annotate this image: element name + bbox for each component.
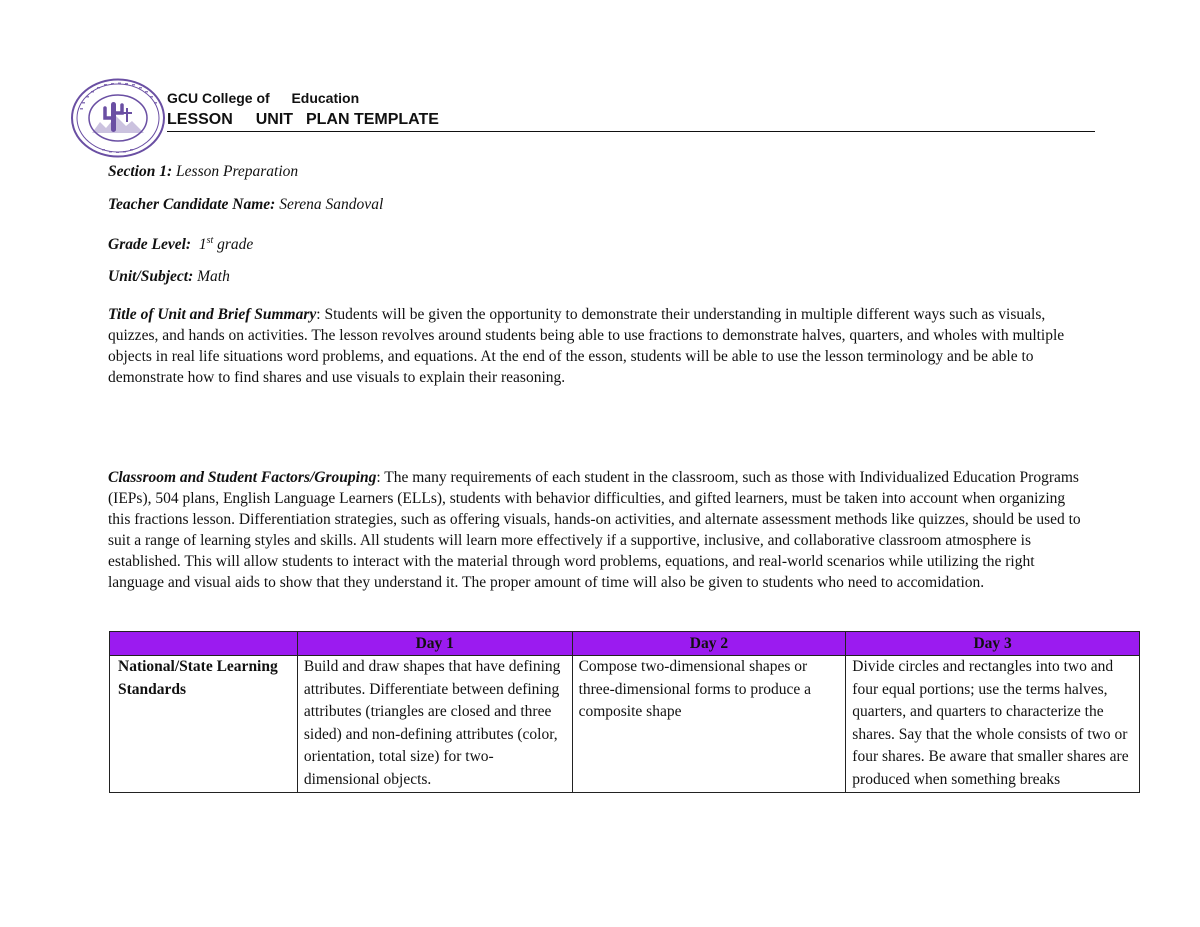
title-word-plan-template: PLAN TEMPLATE (305, 111, 439, 128)
classroom-factors-text: : The many requirements of each student in the classroom, such as those with Individualized Education Programs (IEPs), 504 plans, English Language Learners (ELLs), students with behavior difficulties, and gifted learners, must be taken into account when organizing this fractions lesson. Differentiation strategies, such as offering visuals, hands-on activities, and alternate assessment methods like quizzes, should be used to suit a range of learning styles and skills. All students will learn more effectively if a supportive, inclusive, and collaborative classroom atmosphere is established. This will allow students to interact with the material through word problems, equations, and real-world scenarios while utilizing the right language and visual aids to show that they understand it. The proper amount of time will also be given to students who need to accomidation. (108, 469, 1081, 591)
section-value: Lesson Preparation (176, 163, 299, 180)
table-header-blank (110, 632, 298, 656)
unit-summary-label: Title of Unit and Brief Summary (108, 306, 317, 323)
teacher-value: Serena Sandoval (279, 196, 384, 213)
university-seal-logo (70, 78, 166, 158)
subject-label: Unit/Subject: (108, 268, 194, 285)
table-header-day-2: Day 2 (572, 632, 846, 656)
classroom-factors-label: Classroom and Student Factors/Grouping (108, 469, 377, 486)
template-title (167, 109, 1095, 132)
table-header-day-1: Day 1 (297, 632, 572, 656)
college-name-education: Education (291, 90, 360, 106)
teacher-label: Teacher Candidate Name: (108, 196, 276, 213)
section-label: Section 1: (108, 163, 173, 180)
grade-field (108, 230, 253, 255)
section-field (108, 161, 298, 182)
lesson-plan-table (109, 631, 1140, 793)
grade-label: Grade Level: (108, 236, 192, 254)
title-word-unit: UNIT (255, 111, 294, 128)
subject-field (108, 266, 230, 287)
standards-day-1: Build and draw shapes that have defining attributes. Differentiate between defining attributes (triangles are closed and three sided) and non-defining attributes (color, orientation, total size) for two-dimensional objects. (297, 656, 572, 793)
teacher-field (108, 194, 383, 215)
table-header-row (110, 632, 1140, 656)
document-header (167, 88, 1095, 132)
standards-day-2: Compose two-dimensional shapes or three-dimensional forms to produce a composite shape (572, 656, 846, 793)
college-name: GCU College of (167, 90, 270, 106)
subject-value: Math (197, 268, 230, 285)
table-row (110, 656, 1140, 793)
unit-summary-text: : Students will be given the opportunity to demonstrate their understanding in multiple different ways such as visuals, quizzes, and hands on activities. The lesson revolves around students being able to use fractions to demonstrate halves, quarters, and wholes with multiple objects in real life situations word problems, and equations. At the end of the esson, students will be able to use the lesson terminology and be able to demonstrate how to find shares and use visuals to explain their reasoning. (108, 306, 1065, 386)
title-word-lesson: LESSON (167, 111, 233, 128)
unit-summary (108, 304, 1083, 388)
classroom-factors (108, 467, 1083, 593)
table-header-day-3: Day 3 (846, 632, 1140, 656)
grade-value: 1st grade (198, 235, 254, 254)
row-label-standards: National/State Learning Standards (110, 656, 298, 793)
standards-day-3: Divide circles and rectangles into two and four equal portions; use the terms halves, quarters, and quarters to characterize the shares. Say that the whole consists of two or four shares. Be aware that smaller shares are produced when something breaks (846, 656, 1140, 793)
